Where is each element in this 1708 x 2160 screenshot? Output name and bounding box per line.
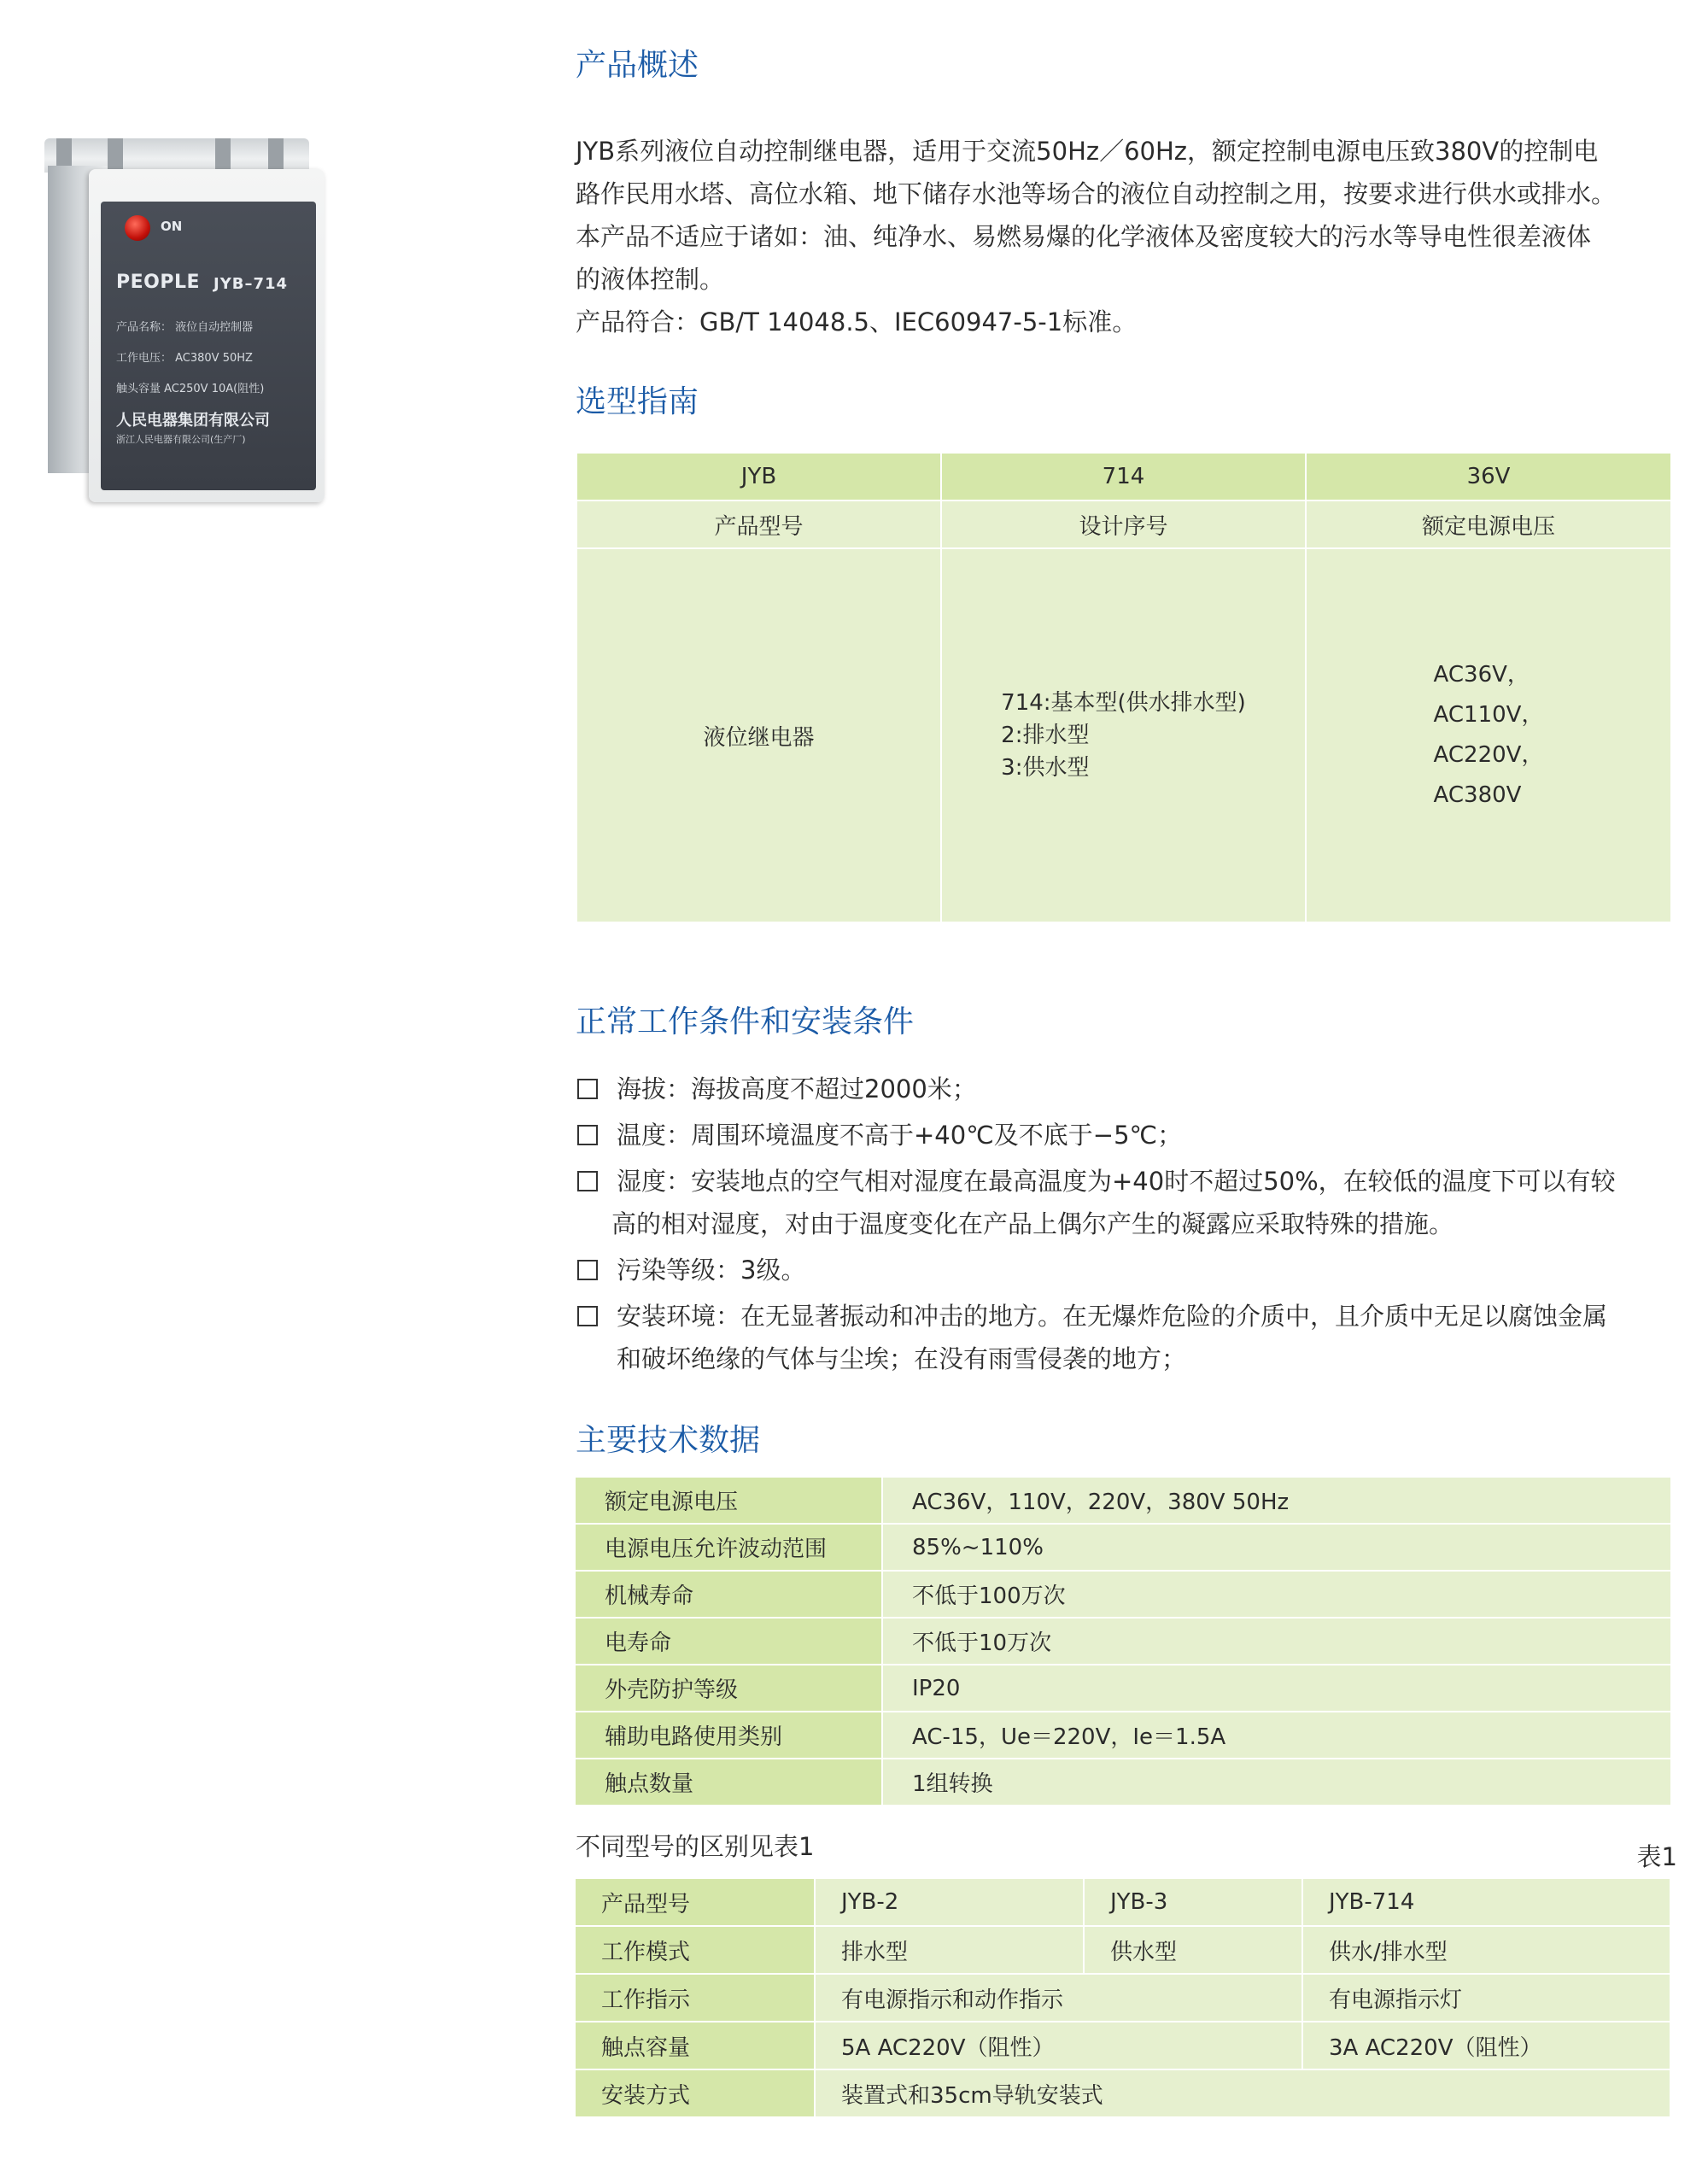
design-option: 2:排水型 xyxy=(1001,723,1090,748)
overview-line: 路作民用水塔、高位水箱、地下储存水池等场合的液位自动控制之用，按要求进行供水或排水。 xyxy=(576,179,1617,208)
condition-text-cont: 和破坏绝缘的气体与尘埃；在没有雨雪侵袭的地方； xyxy=(617,1344,1187,1373)
design-option: 714:基本型(供水排水型) xyxy=(1001,690,1246,716)
overview-line: JYB系列液位自动控制继电器，适用于交流50Hz／60Hz，额定控制电源电压致380V的控制电 xyxy=(576,137,1599,166)
capacity-line: 触头容量 AC250V 10A(阻性) xyxy=(116,383,265,395)
table-row xyxy=(576,1524,1670,1571)
condition-text: 海拔：海拔高度不超过2000米； xyxy=(617,1074,977,1103)
condition-text: 湿度：安装地点的空气相对湿度在最高温度为+40时不超过50%，在较低的温度下可以有较 xyxy=(617,1167,1616,1196)
cmp-cell: 供水型 xyxy=(1084,1926,1302,1974)
tech-key: 额定电源电压 xyxy=(576,1478,882,1524)
relay-front-panel xyxy=(101,202,316,490)
condition-text-cont: 高的相对湿度，对由于温度变化在产品上偶尔产生的凝露应采取特殊的措施。 xyxy=(611,1209,1454,1238)
overview-line: 本产品不适应于诸如：油、纯净水、易燃易爆的化学液体及密度较大的污水等导电性很差液体 xyxy=(576,222,1592,251)
tech-value: AC-15，Ue＝220V，Ie＝1.5A xyxy=(882,1712,1670,1759)
cmp-key: 触点容量 xyxy=(576,2022,815,2069)
selection-heading: 选型指南 xyxy=(576,384,699,419)
product-name-line: 产品名称： 液位自动控制器 xyxy=(116,321,254,334)
code-cell: 36V xyxy=(1306,454,1671,500)
checkbox-icon xyxy=(577,1260,598,1280)
cmp-key: 产品型号 xyxy=(576,1879,815,1926)
tech-key: 电源电压允许波动范围 xyxy=(576,1524,882,1571)
code-cell: JYB xyxy=(576,454,941,500)
list-item xyxy=(576,1114,1677,1156)
list-item xyxy=(576,1249,1677,1291)
voltage-option: AC380V xyxy=(1433,782,1522,808)
cmp-cell: 5A AC220V（阻性） xyxy=(815,2022,1302,2069)
design-option: 3:供水型 xyxy=(1001,755,1090,781)
design-options-cell xyxy=(941,548,1306,922)
table-row xyxy=(576,1712,1670,1759)
table-row xyxy=(576,1926,1670,1974)
cmp-key: 工作指示 xyxy=(576,1974,815,2022)
table-number: 表1 xyxy=(1636,1842,1677,1871)
checkbox-icon xyxy=(577,1171,598,1191)
cmp-key: 安装方式 xyxy=(576,2069,815,2117)
condition-text: 温度：周围环境温度不高于+40℃及不底于−5℃； xyxy=(617,1121,1183,1150)
checkbox-icon xyxy=(577,1125,598,1145)
checkbox-icon xyxy=(577,1079,598,1099)
cmp-cell: 供水/排水型 xyxy=(1302,1926,1670,1974)
product-type-cell: 液位继电器 xyxy=(576,548,941,922)
selection-table xyxy=(576,454,1672,922)
label-cell: 设计序号 xyxy=(941,500,1306,548)
table-row xyxy=(576,2022,1670,2069)
tech-value: 不低于100万次 xyxy=(882,1571,1670,1618)
conditions-list xyxy=(576,1068,1677,1384)
overview-text xyxy=(576,130,1677,343)
manufacturer-sub: 浙江人民电器有限公司(生产厂) xyxy=(116,434,246,445)
tech-key: 机械寿命 xyxy=(576,1571,882,1618)
brand-logo: PEOPLE xyxy=(116,272,201,293)
list-item xyxy=(576,1160,1677,1245)
manufacturer: 人民电器集团有限公司 xyxy=(116,412,270,430)
cmp-cell: 有电源指示灯 xyxy=(1302,1974,1670,2022)
voltage-line: 工作电压： AC380V 50HZ xyxy=(116,352,253,365)
table-row xyxy=(576,500,1671,548)
table-row xyxy=(576,1571,1670,1618)
voltage-option: AC36V， xyxy=(1433,662,1530,688)
product-photo xyxy=(38,135,328,502)
table-row xyxy=(576,1974,1670,2022)
table-row xyxy=(576,2069,1670,2117)
label-cell: 额定电源电压 xyxy=(1306,500,1671,548)
table-row xyxy=(576,454,1671,500)
comparison-note: 不同型号的区别见表1 xyxy=(576,1832,815,1861)
overview-heading: 产品概述 xyxy=(576,48,699,83)
tech-data-table xyxy=(576,1478,1670,1806)
tech-key: 外壳防护等级 xyxy=(576,1665,882,1712)
tech-key: 辅助电路使用类别 xyxy=(576,1712,882,1759)
table-row xyxy=(576,1618,1670,1665)
cmp-cell: 有电源指示和动作指示 xyxy=(815,1974,1302,2022)
cmp-cell: JYB-714 xyxy=(1302,1879,1670,1926)
table-row xyxy=(576,1478,1670,1524)
tech-key: 电寿命 xyxy=(576,1618,882,1665)
table-row xyxy=(576,548,1671,922)
table-row xyxy=(576,1879,1670,1926)
list-item xyxy=(576,1295,1677,1380)
condition-text: 安装环境：在无显著振动和冲击的地方。在无爆炸危险的介质中，且介质中无足以腐蚀金属 xyxy=(617,1302,1608,1331)
conditions-heading: 正常工作条件和安装条件 xyxy=(576,1004,915,1039)
label-cell: 产品型号 xyxy=(576,500,941,548)
power-led-icon xyxy=(125,215,150,241)
table-row xyxy=(576,1759,1670,1806)
tech-value: AC36V，110V，220V，380V 50Hz xyxy=(882,1478,1670,1524)
cmp-cell: 3A AC220V（阻性） xyxy=(1302,2022,1670,2069)
overview-line: 的液体控制。 xyxy=(576,265,725,294)
tech-value: 1组转换 xyxy=(882,1759,1670,1806)
tech-value: IP20 xyxy=(882,1665,1670,1712)
tech-value: 85%~110% xyxy=(882,1524,1670,1571)
voltage-option: AC110V， xyxy=(1433,702,1544,728)
cmp-cell: JYB-2 xyxy=(815,1879,1084,1926)
overview-line: 产品符合：GB/T 14048.5、IEC60947-5-1标准。 xyxy=(576,307,1138,337)
list-item xyxy=(576,1068,1677,1110)
cmp-cell: 装置式和35cm导轨安装式 xyxy=(815,2069,1670,2117)
cmp-key: 工作模式 xyxy=(576,1926,815,1974)
voltage-option: AC220V， xyxy=(1433,742,1544,768)
condition-text: 污染等级：3级。 xyxy=(617,1256,806,1285)
cmp-cell: 排水型 xyxy=(815,1926,1084,1974)
code-cell: 714 xyxy=(941,454,1306,500)
led-label: ON xyxy=(161,219,183,234)
tech-key: 触点数量 xyxy=(576,1759,882,1806)
comparison-table xyxy=(576,1879,1671,2118)
checkbox-icon xyxy=(577,1306,598,1326)
tech-heading: 主要技术数据 xyxy=(576,1423,761,1458)
cmp-cell: JYB-3 xyxy=(1084,1879,1302,1926)
table-row xyxy=(576,1665,1670,1712)
model-label: JYB–714 xyxy=(214,275,289,293)
voltage-options-cell xyxy=(1306,548,1671,922)
tech-value: 不低于10万次 xyxy=(882,1618,1670,1665)
